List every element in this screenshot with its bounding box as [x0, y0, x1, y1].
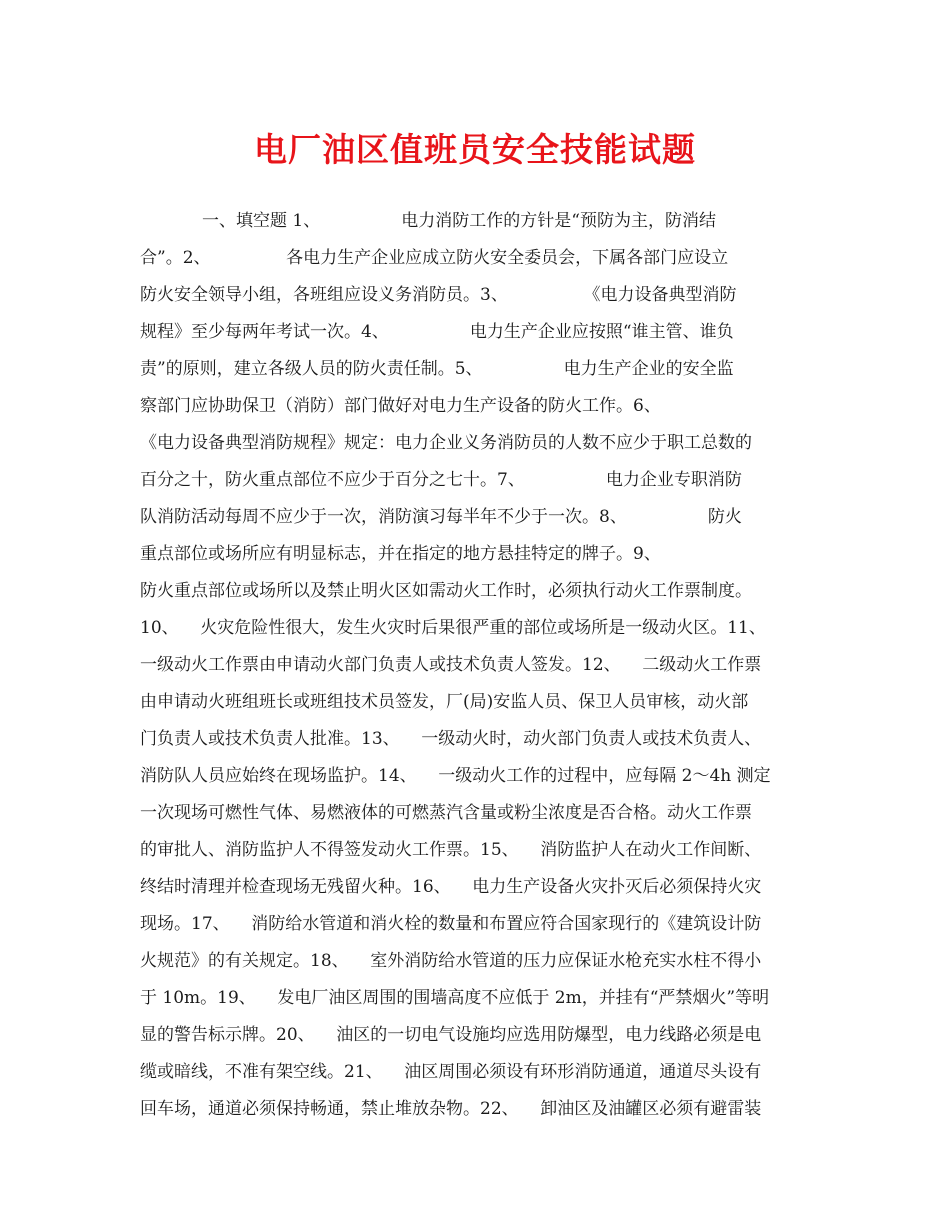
text-line: 10、 火灾危险性很大，发生火灾时后果很严重的部位或场所是一级动火区。11、 [140, 618, 766, 638]
text-line: 防火安全领导小组，各班组应设义务消防员。3、 《电力设备典型消防 [140, 285, 737, 305]
text-line: 合”。2、 各电力生产企业应成立防火安全委员会，下属各部门应设立 [140, 248, 729, 268]
text-line: 责”的原则，建立各级人员的防火责任制。5、 电力生产企业的安全监 [140, 359, 734, 379]
text-line: 察部门应协助保卫（消防）部门做好对电力生产设备的防火工作。6、 [140, 396, 661, 416]
text-line: 《电力设备典型消防规程》规定：电力企业义务消防员的人数不应少于职工总数的 [140, 433, 752, 453]
text-line: 的审批人、消防监护人不得签发动火工作票。15、 消防监护人在动火工作间断、 [140, 840, 762, 860]
text-line: 重点部位或场所应有明显标志，并在指定的地方悬挂特定的牌子。9、 [140, 544, 661, 564]
text-line: 由申请动火班组班长或班组技术员签发，厂(局)安监人员、保卫人员审核，动火部 [140, 692, 749, 712]
text-line: 缆或暗线，不准有架空线。21、 油区周围必须设有环形消防通道，通道尽头设有 [140, 1062, 762, 1082]
text-line: 规程》至少每两年考试一次。4、 电力生产企业应按照“谁主管、谁负 [140, 322, 734, 342]
text-line: 回车场，通道必须保持畅通，禁止堆放杂物。22、 卸油区及油罐区必须有避雷装 [140, 1099, 762, 1119]
text-line: 火规范》的有关规定。18、 室外消防给水管道的压力应保证水枪充实水柱不得小 [140, 951, 762, 971]
document-title: 电厂油区值班员安全技能试题 [254, 130, 696, 169]
text-line: 终结时清理并检查现场无残留火种。16、 电力生产设备火灾扑灭后必须保持火灾 [140, 877, 762, 897]
text-line: 百分之十，防火重点部位不应少于百分之七十。7、 电力企业专职消防 [140, 470, 742, 490]
document-body [140, 203, 820, 1128]
text-line: 一级动火工作票由申请动火部门负责人或技术负责人签发。12、 二级动火工作票 [140, 655, 762, 675]
text-line: 一、填空题 1、 电力消防工作的方针是“预防为主，防消结 [202, 211, 716, 231]
text-line: 显的警告标示牌。20、 油区的一切电气设施均应选用防爆型，电力线路必须是电 [140, 1025, 762, 1045]
text-line: 一次现场可燃性气体、易燃液体的可燃蒸汽含量或粉尘浓度是否合格。动火工作票 [140, 803, 752, 823]
text-line: 现场。17、 消防给水管道和消火栓的数量和布置应符合国家现行的《建筑设计防 [140, 914, 762, 934]
text-line: 消防队人员应始终在现场监护。14、 一级动火工作的过程中，应每隔 2～4h 测定 [140, 766, 771, 786]
text-line: 于 10m。19、 发电厂油区周围的围墙高度不应低于 2m，并挂有“严禁烟火”等明 [140, 988, 770, 1008]
text-line: 门负责人或技术负责人批准。13、 一级动火时，动火部门负责人或技术负责人、 [140, 729, 762, 749]
text-line: 防火重点部位或场所以及禁止明火区如需动火工作时，必须执行动火工作票制度。 [140, 581, 752, 601]
text-line: 队消防活动每周不应少于一次，消防演习每半年不少于一次。8、 防火 [140, 507, 742, 527]
